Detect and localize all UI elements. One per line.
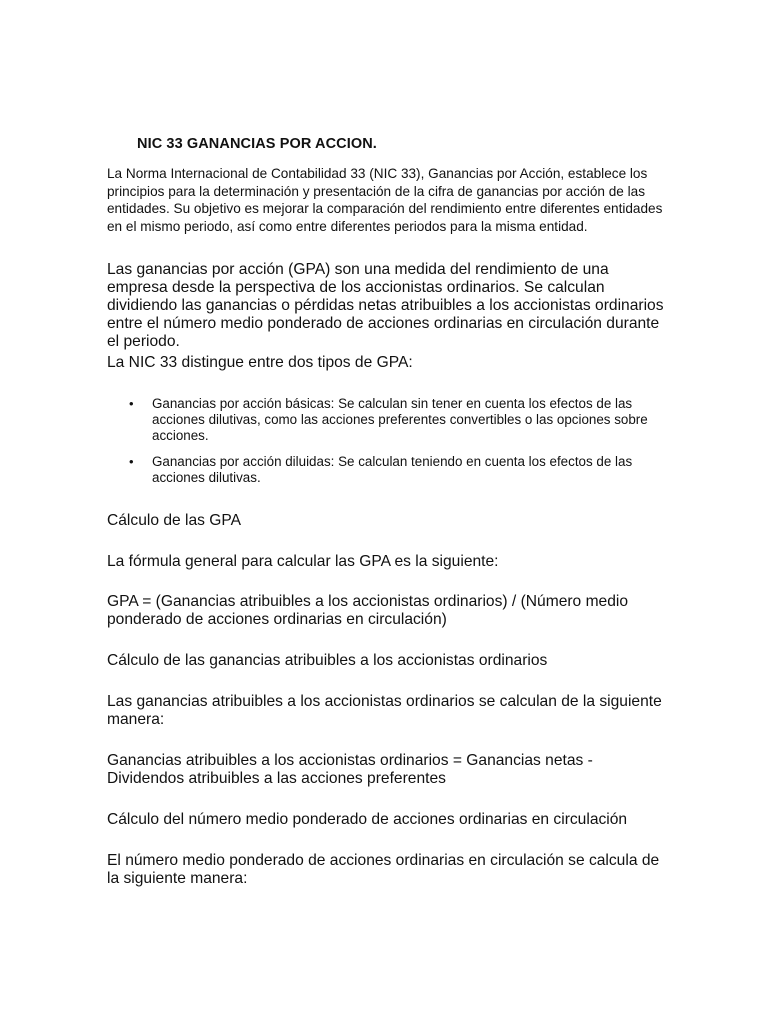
shares-calculation-heading: Cálculo del número medio ponderado de acciones ordinarias en circulación [107, 811, 628, 828]
calculation-heading: Cálculo de las GPA [107, 512, 242, 529]
bullet-icon: • [129, 396, 134, 411]
formula-intro: La fórmula general para calcular las GPA es la siguiente: [107, 553, 499, 570]
shares-calculation-intro: El número medio ponderado de acciones ordinarias en circulación se calcula de la siguiente manera: [107, 852, 660, 887]
earnings-calculation-intro: Las ganancias atribuibles a los accionistas ordinarios se calculan de la siguiente manera: [107, 693, 662, 728]
bullet-icon: • [129, 453, 134, 469]
document-title: NIC 33 GANANCIAS POR ACCION. [137, 136, 377, 152]
gpa-types-list [129, 396, 669, 495]
list-item-text: Ganancias por acción básicas: Se calculan sin tener en cuenta los efectos de las acciones dilutivas, como las acciones preferentes convertibles o las opciones sobre acciones. [152, 396, 648, 444]
gpa-types-intro: La NIC 33 distingue entre dos tipos de GPA: [107, 354, 413, 371]
gpa-formula: GPA = (Ganancias atribuibles a los accionistas ordinarios) / (Número medio ponderado de acciones ordinarias en circulación) [107, 593, 629, 628]
gpa-definition-paragraph: Las ganancias por acción (GPA) son una medida del rendimiento de una empresa desde la perspectiva de los accionistas ordinarios. Se calculan dividiendo las ganancias o pérdidas netas atribuibles a los accionistas ordinarios entre el número medio ponderado de acciones ordinarias en circulación durante el periodo. [107, 261, 664, 350]
earnings-formula: Ganancias atribuibles a los accionistas ordinarios = Ganancias netas - Dividendos atribuibles a las acciones preferentes [107, 752, 593, 787]
intro-paragraph: La Norma Internacional de Contabilidad 33 (NIC 33), Ganancias por Acción, establece los principios para la determinación y presentación de la cifra de ganancias por acción de las entidades. Su objetivo es mejorar la comparación del rendimiento entre diferentes entidades en el mismo periodo, así como entre diferentes periodos para la misma entidad. [107, 166, 663, 234]
list-item [129, 454, 669, 486]
list-item-text: Ganancias por acción diluidas: Se calculan teniendo en cuenta los efectos de las acciones dilutivas. [152, 453, 633, 485]
earnings-calculation-heading: Cálculo de las ganancias atribuibles a los accionistas ordinarios [107, 652, 548, 669]
list-item [129, 396, 669, 445]
